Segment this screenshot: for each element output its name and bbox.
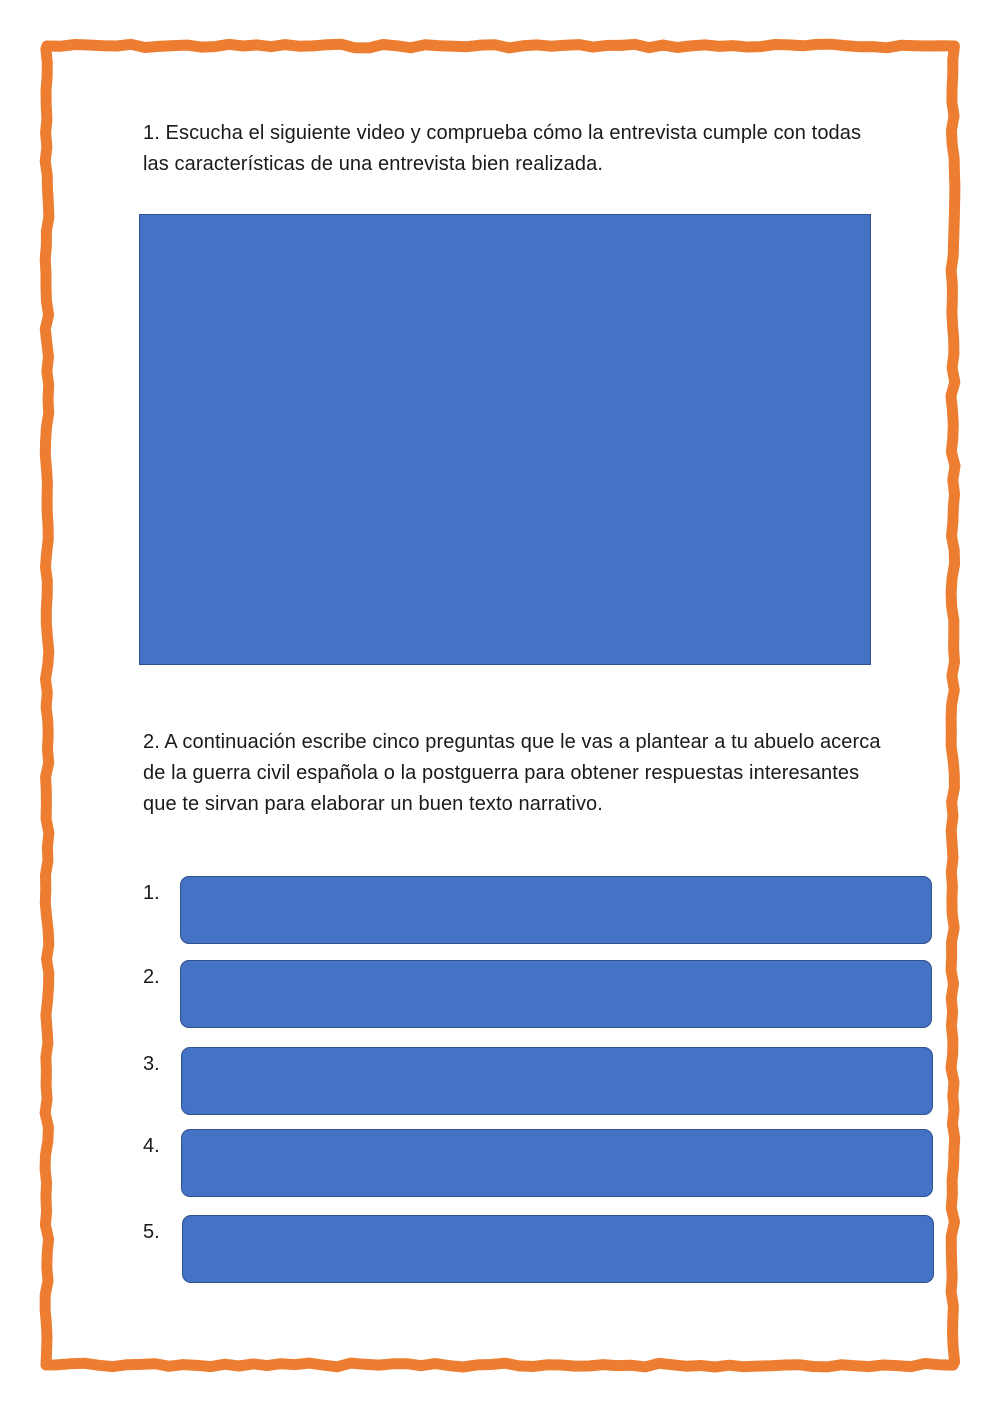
answer-input-3[interactable] xyxy=(181,1047,933,1115)
answer-input-2[interactable] xyxy=(180,960,932,1028)
question-1-text: 1. Escucha el siguiente video y comprueba cómo la entrevista cumple con todas las características de una entrevista bien realizada. xyxy=(143,122,862,175)
video-embed[interactable] xyxy=(139,214,871,665)
answer-input-1[interactable] xyxy=(180,876,932,944)
answer-number: 2. xyxy=(143,966,160,988)
answer-number: 4. xyxy=(143,1135,160,1157)
answer-number: 5. xyxy=(143,1221,160,1243)
answer-number: 3. xyxy=(143,1053,160,1075)
answer-input-4[interactable] xyxy=(181,1129,933,1197)
answer-input-5[interactable] xyxy=(182,1215,934,1283)
answer-number: 1. xyxy=(143,882,160,904)
question-2-text: 2. A continuación escribe cinco preguntas que le vas a plantear a tu abuelo acerca de la guerra civil española o la postguerra para obtener respuestas interesantes que te sirvan para elaborar un buen texto narrativo. xyxy=(143,731,881,815)
